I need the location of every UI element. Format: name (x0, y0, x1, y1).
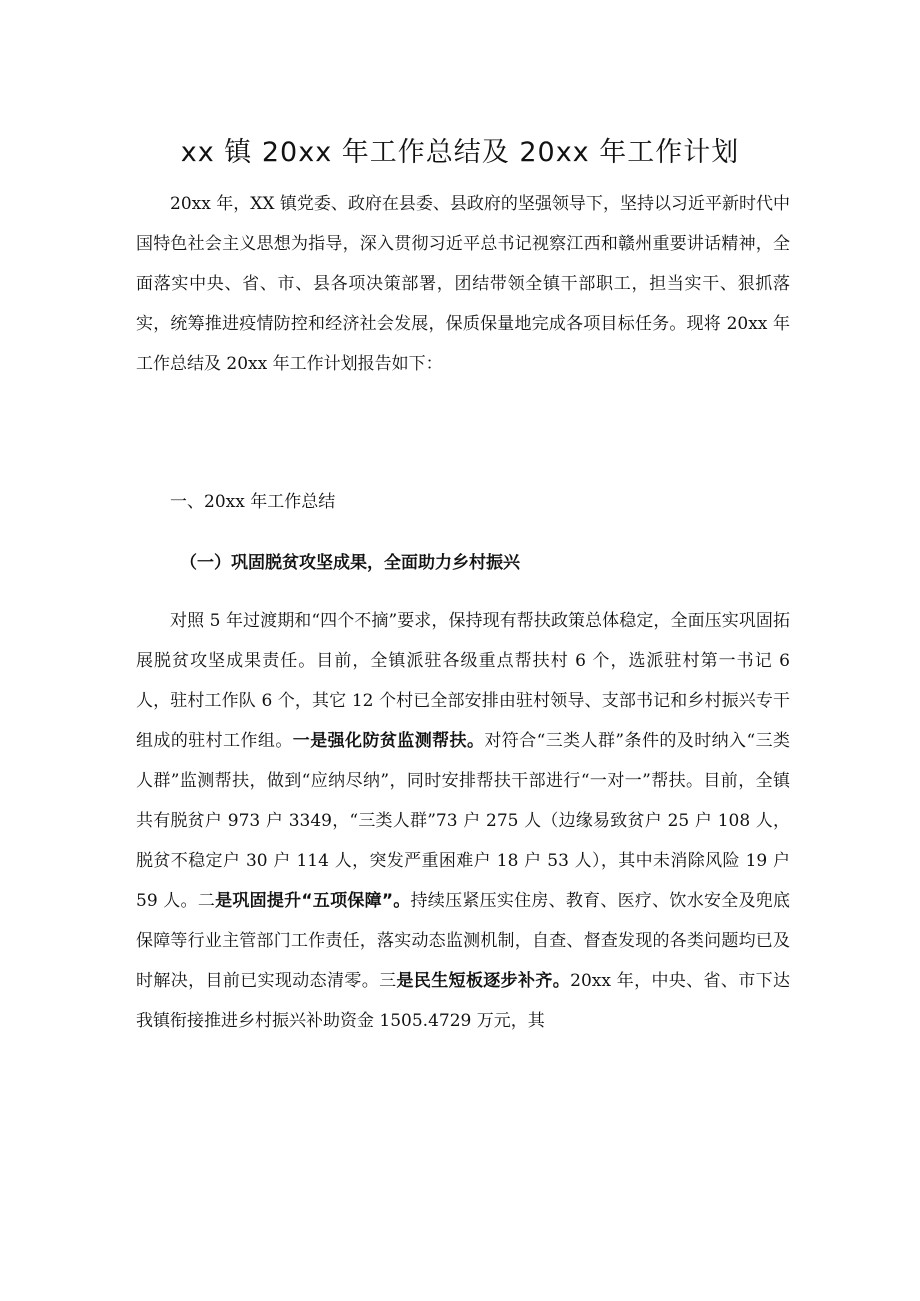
paragraph-text-4: 20xx 年，中央、省、市下达我镇衔接推进乡村振兴补助资金 1505.4729 万元，其 (136, 971, 791, 1031)
intro-paragraph: 20xx 年，XX 镇党委、政府在县委、县政府的坚强领导下，坚持以习近平新时代中国特色社会主义思想为指导，深入贯彻习近平总书记视察江西和赣州重要讲话精神，全面落实中央、省、市、县各项决策部署，团结带领全镇干部职工，担当实干、狠抓落实，统筹推进疫情防控和经济社会发展，保质保量地完成各项目标任务。现将 20xx 年工作总结及 20xx 年工作计划报告如下： (136, 194, 790, 374)
subsection-heading: （一）巩固脱贫攻坚成果，全面助力乡村振兴 (180, 553, 520, 573)
paragraph-text-3: 持续压紧压实住房、教育、医疗、饮水安全及兜底保障等行业主管部门工作责任，落实动态监测机制，自查、督查发现的各类问题均已及时解决，目前已实现动态清零。三 (136, 891, 790, 991)
document-title: xx 镇 20xx 年工作总结及 20xx 年工作计划 (180, 137, 740, 168)
highlight-1: 一是强化防贫监测帮扶。 (292, 731, 485, 751)
paragraph-text-1: 对照 5 年过渡期和“四个不摘”要求，保持现有帮扶政策总体稳定，全面压实巩固拓展脱贫攻坚成果责任。目前，全镇派驻各级重点帮扶村 6 个，选派驻村第一书记 6 人，驻村工作队 6 个，其它 12 个村已全部安排由驻村领导、支部书记和乡村振兴专干组成的驻村工作组。 (136, 611, 790, 751)
highlight-2: 是巩固提升“五项保障”。 (215, 891, 411, 911)
paragraph-text-2: 对符合“三类人群”条件的及时纳入“三类人群”监测帮扶，做到“应纳尽纳”，同时安排帮扶干部进行“一对一”帮扶。目前，全镇共有脱贫户 973 户 3349，“三类人群”73 户 275 人（边缘易致贫户 25 户 108 人，脱贫不稳定户 30 户 114 人，突发严重困难户 18 户 53 人），其中未消除风险 19 户 59 人。二 (136, 731, 791, 911)
body-paragraph (136, 601, 790, 1041)
highlight-3: 是民生短板逐步补齐。 (396, 971, 571, 991)
section-heading: 一、20xx 年工作总结 (170, 492, 336, 512)
